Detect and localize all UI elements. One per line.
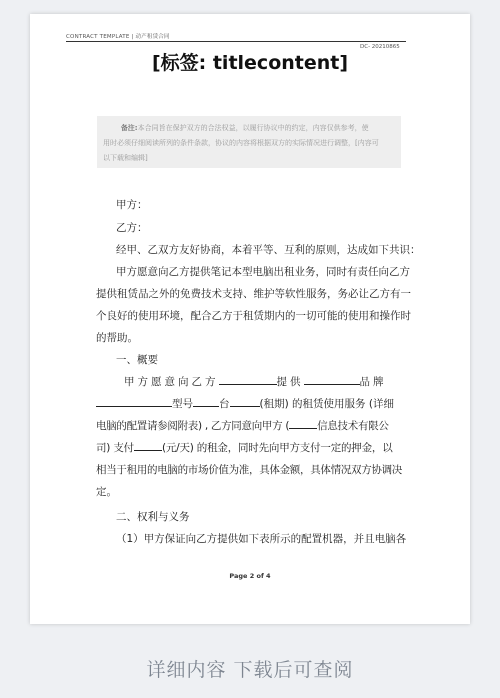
service-paragraph-line-3: 个良好的使用环境，配合乙方于租赁期内的一切可能的使用和操作时 bbox=[96, 310, 411, 322]
note-text-1: 本合同旨在保护双方的合法权益，以履行协议中的约定，内容仅供参考，使 bbox=[137, 124, 369, 132]
download-banner[interactable]: 详细内容 下载后可查阅 bbox=[146, 659, 354, 681]
service-paragraph-line-1: 甲方愿意向乙方提供笔记本型电脑出租业务，同时有责任向乙方 bbox=[116, 266, 410, 278]
document-code: DC- 20210865 bbox=[360, 44, 400, 50]
blank-field bbox=[96, 396, 172, 407]
rights-line-1: （1）甲方保证向乙方提供如下表所示的配置机器，并且电脑各 bbox=[116, 533, 407, 545]
party-b-label: 乙方： bbox=[116, 222, 148, 234]
summary-text-b: 提供 bbox=[276, 376, 304, 388]
blank-field bbox=[134, 440, 162, 451]
section-2-heading: 二、权利与义务 bbox=[116, 511, 190, 523]
summary-text-h: 信息技术有限公 bbox=[317, 420, 389, 432]
note-box bbox=[97, 116, 401, 168]
summary-line-4 bbox=[96, 440, 393, 455]
summary-text-j: (元/天) 的租金，同时先向甲方支付一定的押金，以 bbox=[161, 442, 393, 454]
note-text-3: 以下载和编辑] bbox=[103, 154, 148, 162]
blank-field bbox=[219, 374, 277, 385]
summary-text-i: 司) 支付 bbox=[96, 442, 134, 454]
summary-line-6: 定。 bbox=[96, 486, 117, 498]
page-title: [标签: titlecontent] bbox=[151, 52, 349, 74]
blank-field bbox=[193, 396, 219, 407]
summary-text-f: (租期) 的租赁使用服务 (详细 bbox=[259, 398, 394, 410]
blank-field bbox=[230, 396, 260, 407]
summary-text-a: 甲方愿意向乙方 bbox=[124, 376, 219, 388]
summary-text-g: 电脑的配置请参阅附表) , 乙方同意向甲方 ( bbox=[96, 420, 290, 432]
summary-line-5: 相当于租用的电脑的市场价值为准，具体金额，具体情况双方协调决 bbox=[96, 464, 402, 476]
summary-text-d: 型号 bbox=[172, 398, 193, 410]
note-line bbox=[103, 121, 395, 136]
blank-field bbox=[289, 418, 317, 429]
intro-paragraph: 经甲、乙双方友好协商，本着平等、互利的原则，达成如下共识： bbox=[116, 244, 421, 256]
note-label: 备注: bbox=[120, 124, 138, 132]
summary-line-1 bbox=[124, 374, 387, 389]
summary-line-3 bbox=[96, 418, 389, 433]
service-paragraph-line-4: 的帮助。 bbox=[96, 332, 138, 344]
summary-line-2 bbox=[96, 396, 394, 411]
page-number: Page 2 of 4 bbox=[229, 572, 271, 580]
service-paragraph-line-2: 提供租赁品之外的免费技术支持、维护等软性服务，务必让乙方有一 bbox=[96, 288, 411, 300]
blank-field bbox=[304, 374, 360, 385]
section-1-heading: 一、概要 bbox=[116, 354, 158, 366]
party-a-label: 甲方： bbox=[116, 199, 148, 211]
summary-text-e: 台 bbox=[219, 398, 230, 410]
note-text-2: 用时必须仔细阅读所列的条件条款，协议的内容将根据双方的实际情况进行调整，[内容可 bbox=[103, 139, 379, 147]
header-label: CONTRACT TEMPLATE | 动产租赁合同 bbox=[66, 34, 170, 40]
header-divider bbox=[66, 41, 406, 42]
summary-text-c: 品牌 bbox=[359, 376, 387, 388]
